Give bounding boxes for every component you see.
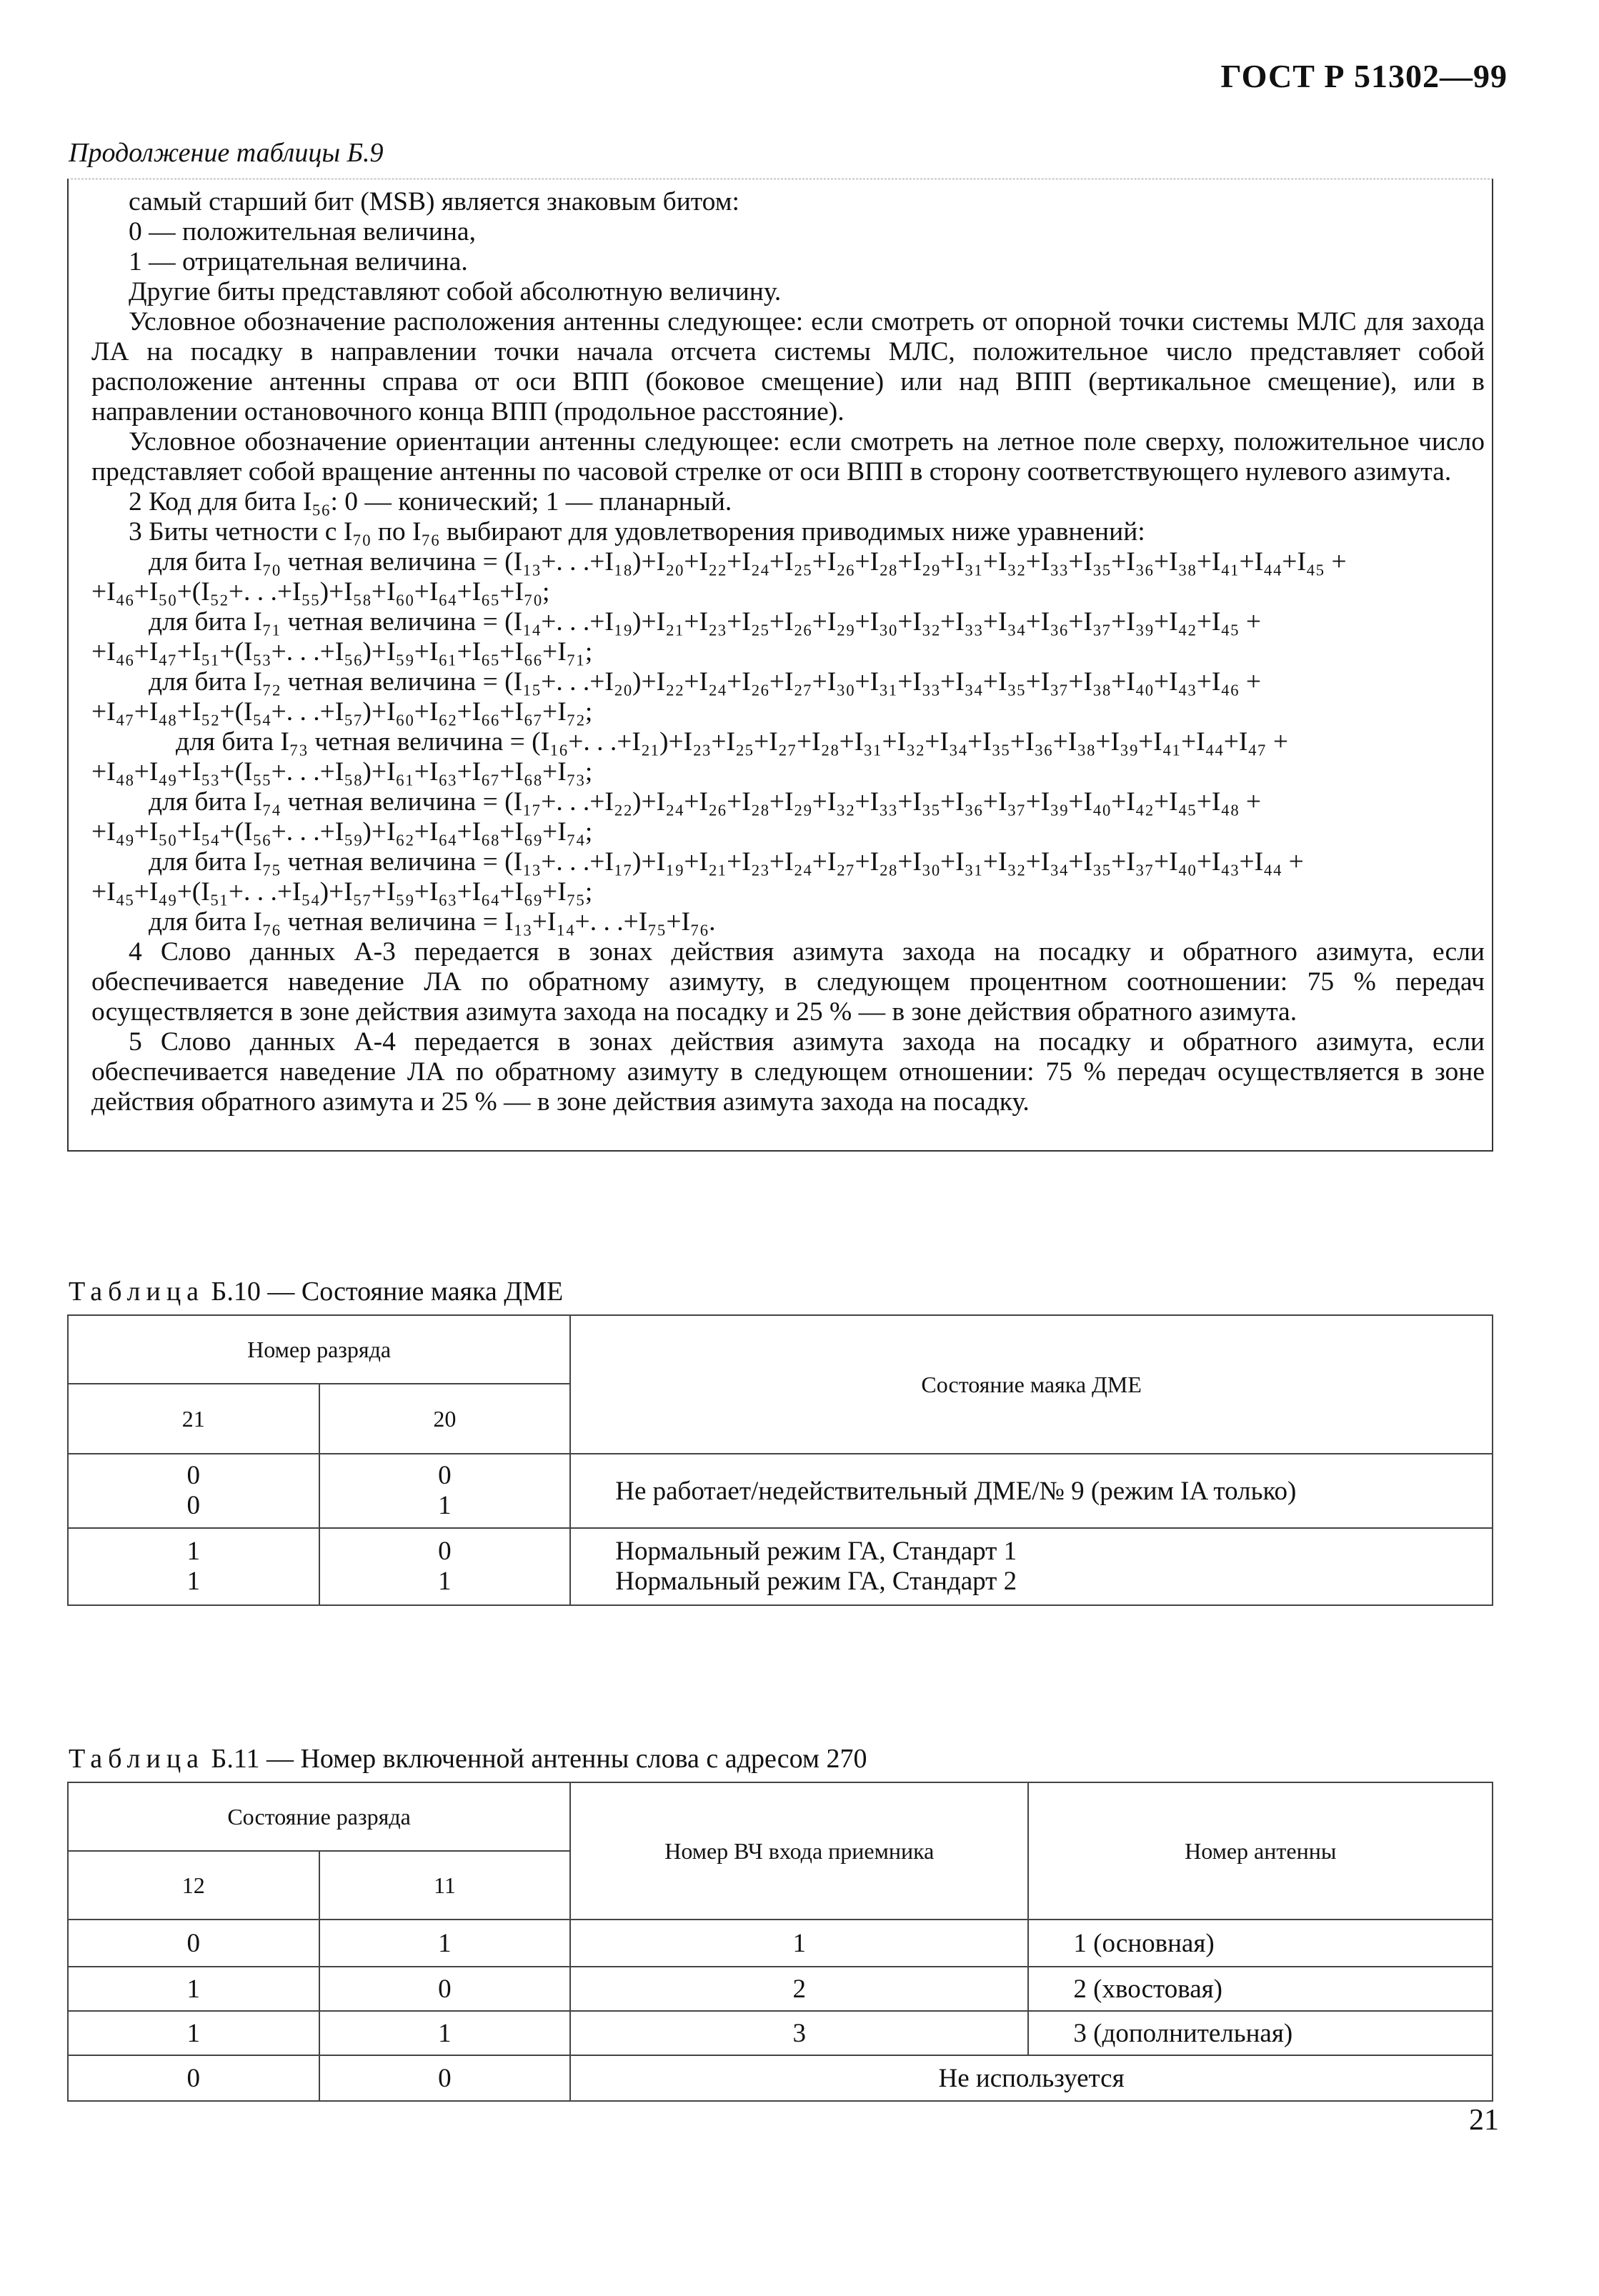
table-cell: 0 [68,1920,319,1967]
table-cell: 0 1 [319,1454,571,1528]
header-bit-number: Номер разряда [68,1315,570,1384]
note-line: 5 Слово данных А-4 передается в зонах действия азимута захода на посадку и обратного азимута, если обеспечивается наведение ЛА по обратному азимуту в следующем отношении: 75 % передач осуществляется в зоне действия обратного азимута и 25 % — в зоне действия азимута захода на посадку. [91,1027,1485,1117]
header-bit-12: 12 [68,1851,319,1920]
parity-equation: для бита I₇₀ четная величина = (I₁₃+. . .+I₁₈)+I₂₀+I₂₂+I₂₄+I₂₅+I₂₆+I₂₈+I₂₉+I₃₁+I₃₂+I₃₃+I₃₅+I₃₆+I₃₈+I₄₁+I₄₄+I₄₅ + [149,547,1347,577]
table-cell: 3 (дополнительная) [1028,2011,1493,2055]
header-bit-21: 21 [68,1384,319,1454]
table-cell: 1 1 [68,1528,319,1605]
parity-equation: +I₄₅+I₄₉+(I₅₁+. . .+I₅₄)+I₅₇+I₅₉+I₆₃+I₆₄+I₆₉+I₇₅; [91,877,593,907]
document-header: ГОСТ Р 51302—99 [1220,58,1508,94]
header-bit-20: 20 [319,1384,571,1454]
table-caption-word: Таблица [69,1277,205,1307]
table-b11-caption [69,1743,867,1775]
note-line: 3 Биты четности с I₇₀ по I₇₆ выбирают для удовлетворения приводимых ниже уравнений: [129,517,1145,546]
table-cell: 0 0 [68,1454,319,1528]
table-cell: 1 [68,1967,319,2011]
parity-equation: +I₄₈+I₄₉+I₅₃+(I₅₅+. . .+I₅₈)+I₆₁+I₆₃+I₆₇+I₆₈+I₇₃; [91,757,593,787]
table-cell: 2 (хвостовая) [1028,1967,1493,2011]
table-cell: Не работает/недействительный ДМЕ/№ 9 (режим IA только) [570,1454,1493,1528]
note-line: Условное обозначение расположения антенны следующее: если смотреть от опорной точки системы МЛС для захода ЛА на посадку в направлении точки начала отсчета системы МЛС, положительное число представляет собой расположение антенны справа от оси ВПП (боковое смещение) или над ВПП (вертикальное смещение), или в направлении остановочного конца ВПП (продольное расстояние). [91,307,1485,426]
header-receiver-input: Номер ВЧ входа приемника [570,1782,1028,1920]
parity-equation: +I₄₆+I₄₇+I₅₁+(I₅₃+. . .+I₅₆)+I₅₉+I₆₁+I₆₅+I₆₆+I₇₁; [91,637,593,667]
parity-equation: +I₄₇+I₄₈+I₅₂+(I₅₄+. . .+I₅₇)+I₆₀+I₆₂+I₆₆+I₆₇+I₇₂; [91,697,593,727]
table-cell: 1 [319,2011,571,2055]
table-b11 [67,1782,1493,2102]
parity-equation: +I₄₆+I₅₀+(I₅₂+. . .+I₅₅)+I₅₈+I₆₀+I₆₄+I₆₅+I₇₀; [91,577,550,607]
table-continuation-label: Продолжение таблицы Б.9 [69,138,384,168]
table-cell: 0 1 [319,1528,571,1605]
table-cell: 3 [570,2011,1028,2055]
table-cell: 2 [570,1967,1028,2011]
table-cell: 0 [319,2055,571,2101]
table-caption-word: Таблица [69,1744,205,1774]
table-cell: 1 [68,2011,319,2055]
page-number: 21 [1469,2104,1499,2137]
table-cell: Не используется [570,2055,1493,2101]
note-line: самый старший бит (MSB) является знаковым битом: [129,187,739,216]
note-line: Другие биты представляют собой абсолютную величину. [129,277,782,306]
note-line: Условное обозначение ориентации антенны следующее: если смотреть на летное поле сверху, положительное число представляет собой вращение антенны по часовой стрелке от оси ВПП в сторону соответствующего нулевого азимута. [91,427,1485,486]
header-bit-11: 11 [319,1851,571,1920]
table-cell: 1 [570,1920,1028,1967]
header-dme-state: Состояние маяка ДМЕ [570,1315,1493,1454]
table-caption-text: Б.10 — Состояние маяка ДМЕ [211,1277,564,1307]
header-bit-state: Состояние разряда [68,1782,570,1851]
parity-equation: для бита I₇₂ четная величина = (I₁₅+. . .+I₂₀)+I₂₂+I₂₄+I₂₆+I₂₇+I₃₀+I₃₁+I₃₃+I₃₄+I₃₅+I₃₇+I₃₈+I₄₀+I₄₃+I₄₆ + [149,667,1262,697]
table-b9-notes [91,187,1485,1117]
header-antenna-number: Номер антенны [1028,1782,1493,1920]
table-cell: 0 [319,1967,571,2011]
parity-equation: для бита I₇₁ четная величина = (I₁₄+. . .+I₁₉)+I₂₁+I₂₃+I₂₅+I₂₆+I₂₉+I₃₀+I₃₂+I₃₃+I₃₄+I₃₆+I₃₇+I₃₉+I₄₂+I₄₅ + [149,607,1262,637]
table-cell: Нормальный режим ГА, Стандарт 1 Нормальный режим ГА, Стандарт 2 [570,1528,1493,1605]
table-cell: 0 [68,2055,319,2101]
note-line: 4 Слово данных А-3 передается в зонах действия азимута захода на посадку и обратного азимута, если обеспечивается наведение ЛА по обратному азимуту, в следующем процентном соотношении: 75 % передач осуществляется в зоне действия азимута захода на посадку и 25 % — в зоне действия обратного азимута. [91,937,1485,1027]
table-b10-caption [69,1276,563,1307]
table-b10 [67,1314,1493,1606]
parity-equation: для бита I₇₄ четная величина = (I₁₇+. . .+I₂₂)+I₂₄+I₂₆+I₂₈+I₂₉+I₃₂+I₃₃+I₃₅+I₃₆+I₃₇+I₃₉+I₄₀+I₄₂+I₄₅+I₄₈ + [149,787,1262,817]
parity-equation: +I₄₉+I₅₀+I₅₄+(I₅₆+. . .+I₅₉)+I₆₂+I₆₄+I₆₈+I₆₉+I₇₄; [91,817,593,847]
parity-equation: для бита I₇₃ четная величина = (I₁₆+. . .+I₂₁)+I₂₃+I₂₅+I₂₇+I₂₈+I₃₁+I₃₂+I₃₄+I₃₅+I₃₆+I₃₈+I₃₉+I₄₁+I₄₄+I₄₇ + [176,727,1289,757]
table-cell: 1 [319,1920,571,1967]
note-line: 2 Код для бита I₅₆: 0 — конический; 1 — планарный. [129,487,732,516]
table-caption-text: Б.11 — Номер включенной антенны слова с адресом 270 [211,1744,867,1774]
note-line: 0 — положительная величина, [129,217,476,246]
table-cell: 1 (основная) [1028,1920,1493,1967]
parity-equation: для бита I₇₆ четная величина = I₁₃+I₁₄+. . .+I₇₅+I₇₆. [149,907,716,937]
parity-equation: для бита I₇₅ четная величина = (I₁₃+. . .+I₁₇)+I₁₉+I₂₁+I₂₃+I₂₄+I₂₇+I₂₈+I₃₀+I₃₁+I₃₂+I₃₄+I₃₅+I₃₇+I₄₀+I₄₃+I₄₄ + [149,847,1304,877]
note-line: 1 — отрицательная величина. [129,247,468,276]
